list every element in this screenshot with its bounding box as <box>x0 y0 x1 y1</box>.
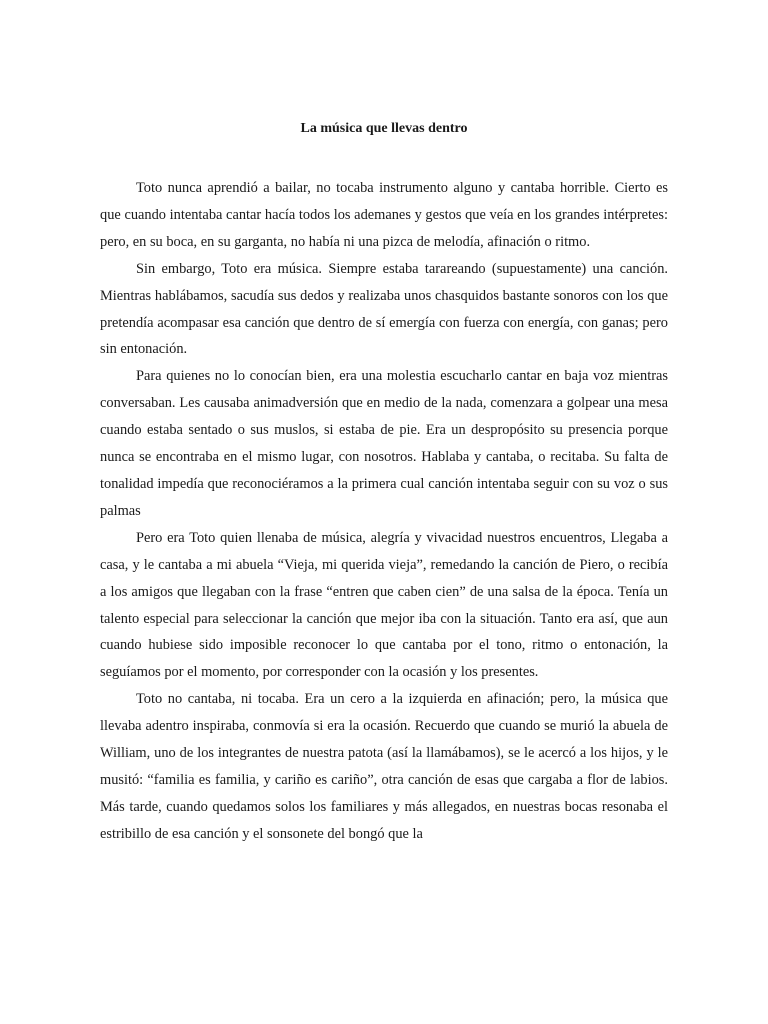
paragraph-4: Pero era Toto quien llenaba de música, alegría y vivacidad nuestros encuentros, Llegaba a casa, y le cantaba a mi abuela “Vieja, mi querida vieja”, remedando la canción de Piero, o recibía a los amigos que llegaban con la frase “entren que caben cien” de una salsa de la época. Tenía un talento especial para seleccionar la canción que mejor iba con la situación. Tanto era así, que aun cuando hubiese sido imposible reconocer lo que cantaba por el tono, ritmo o entonación, la seguíamos por el momento, por corresponder con la ocasión y los presentes. <box>100 529 668 681</box>
paragraph-3: Para quienes no lo conocían bien, era una molestia escucharlo cantar en baja voz mientras conversaban. Les causaba animadversión que en medio de la nada, comenzara a golpear una mesa cuando estaba sentado o sus muslos, si estaba de pie. Era un despropósito su presencia porque nunca se encontraba en el mismo lugar, con nosotros. Hablaba y cantaba, o recitaba. Su falta de tonalidad impedía que reconociéramos a la primera cual canción intentaba seguir con su voz o sus palmas <box>100 368 668 519</box>
paragraph-1: Toto nunca aprendió a bailar, no tocaba instrumento alguno y cantaba horrible. Cierto es que cuando intentaba cantar hacía todos los ademanes y gestos que veía en los grandes intérpretes: pero, en su boca, en su garganta, no había ni una pizca de melodía, afinación o ritmo. <box>100 180 668 250</box>
paragraph-2: Sin embargo, Toto era música. Siempre estaba tarareando (supuestamente) una canción. Mientras hablábamos, sacudía sus dedos y realizaba unos chasquidos bastante sonoros con los que pretendía acompasar esa canción que dentro de sí emergía con fuerza con energía, con ganas; pero sin entonación. <box>100 260 668 358</box>
document-page <box>100 120 668 848</box>
paragraph-5: Toto no cantaba, ni tocaba. Era un cero a la izquierda en afinación; pero, la música que llevaba adentro inspiraba, conmovía si era la ocasión. Recuerdo que cuando se murió la abuela de William, uno de los integrantes de nuestra patota (así la llamábamos), se le acercó a los hijos, y le musitó: “familia es familia, y cariño es cariño”, otra canción de esas que cargaba a flor de labios. Más tarde, cuando quedamos solos los familiares y más allegados, en nuestras bocas resonaba el estribillo de esa canción y el sonsonete del bongó que la <box>100 691 668 842</box>
document-title: La música que llevas dentro <box>300 121 468 136</box>
